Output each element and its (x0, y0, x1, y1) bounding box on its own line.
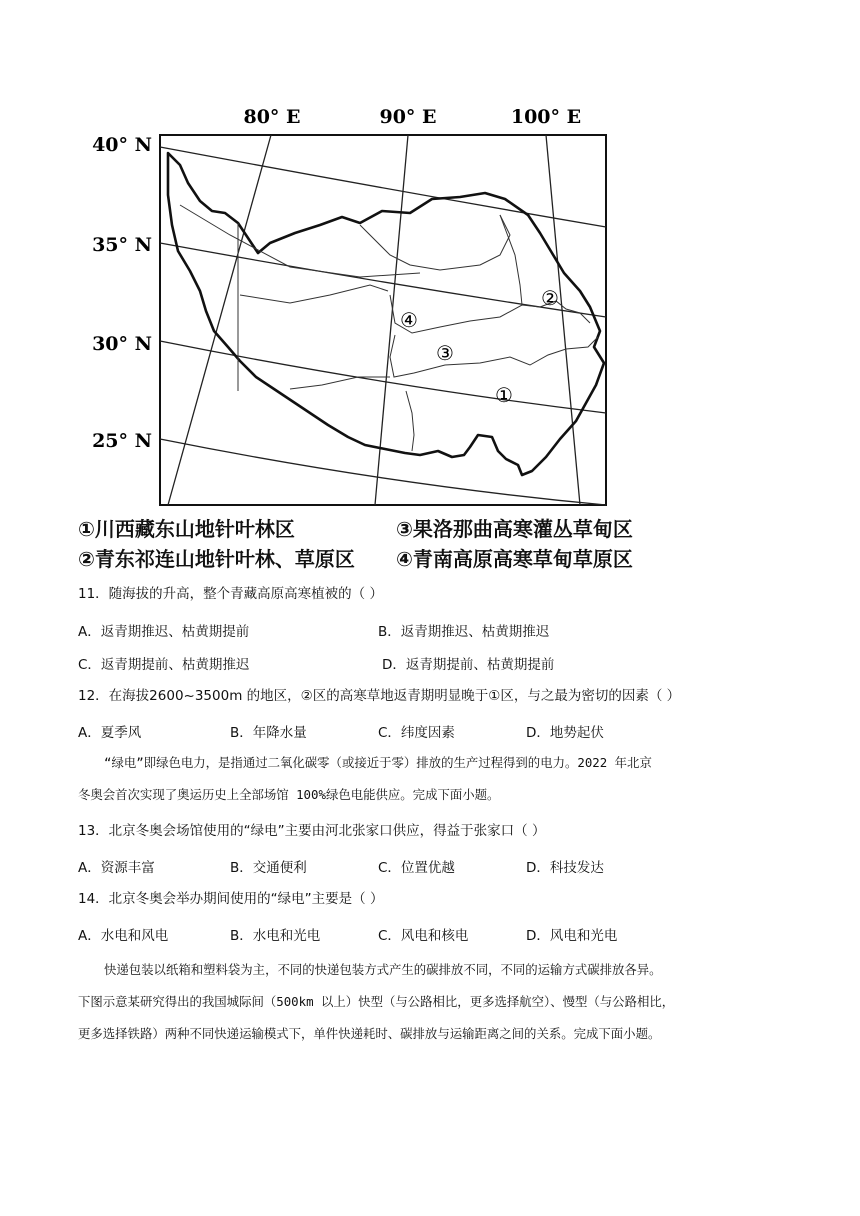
passage-line: 下图示意某研究得出的我国城际间（500km 以上）快型（与公路相比，更多选择航空）、慢型（与公路相比， (78, 994, 675, 1009)
map-legend (78, 514, 778, 574)
legend-item-1: ①川西藏东山地针叶林区 (78, 517, 295, 541)
question-11-stem: 11．随海拔的升高，整个青藏高原高寒植被的（ ） (78, 586, 383, 602)
question-12-option-c[interactable]: C．纬度因素 (378, 725, 455, 741)
region-boundary (406, 391, 414, 451)
plateau-outline (168, 153, 604, 475)
passage-line: 冬奥会首次实现了奥运历史上全部场馆 100%绿色电能供应。完成下面小题。 (78, 787, 500, 802)
lat-label-35n: 35° N (92, 234, 152, 256)
passage-line: 更多选择铁路）两种不同快递运输模式下，单件快递耗时、碳排放与运输距离之间的关系。完成下面小题。 (78, 1026, 661, 1041)
legend-item-3: ③果洛那曲高寒灌丛草甸区 (396, 517, 633, 541)
lon-label-90e: 90° E (379, 106, 437, 128)
region-marker-4: ④ (400, 308, 418, 332)
question-11-option-d[interactable]: D．返青期提前、枯黄期提前 (382, 657, 555, 673)
region-boundary (180, 205, 420, 277)
legend-row (78, 544, 778, 574)
question-12-option-d[interactable]: D．地势起伏 (526, 725, 604, 741)
region-boundary (390, 295, 590, 333)
question-11-option-b[interactable]: B．返青期推迟、枯黄期推迟 (378, 624, 550, 640)
question-14-stem: 14．北京冬奥会举办期间使用的“绿电”主要是（ ） (78, 891, 384, 907)
tibetan-plateau-vegetation-map (60, 95, 680, 520)
lat-label-30n: 30° N (92, 333, 152, 355)
region-boundary (360, 215, 510, 270)
question-12-option-a[interactable]: A．夏季风 (78, 725, 142, 741)
question-13-option-d[interactable]: D．科技发达 (526, 860, 604, 876)
question-14-option-a[interactable]: A．水电和风电 (78, 928, 169, 944)
question-12-option-b[interactable]: B．年降水量 (230, 725, 307, 741)
lat-label-40n: 40° N (92, 134, 152, 156)
region-boundary (240, 285, 388, 303)
region-marker-2: ② (541, 286, 559, 310)
region-marker-1: ① (495, 383, 513, 407)
parallel-35n (160, 243, 606, 317)
question-14-option-d[interactable]: D．风电和光电 (526, 928, 618, 944)
legend-item-4: ④青南高原高寒草甸草原区 (396, 547, 633, 571)
question-14-option-c[interactable]: C．风电和核电 (378, 928, 469, 944)
question-13-option-c[interactable]: C．位置优越 (378, 860, 455, 876)
question-13-stem: 13．北京冬奥会场馆使用的“绿电”主要由河北张家口供应，得益于张家口（ ） (78, 823, 546, 839)
meridian-80e (168, 135, 271, 505)
question-11-option-a[interactable]: A．返青期推迟、枯黄期提前 (78, 624, 250, 640)
map-svg (60, 95, 680, 520)
question-14-option-b[interactable]: B．水电和光电 (230, 928, 321, 944)
question-13-option-a[interactable]: A．资源丰富 (78, 860, 155, 876)
region-boundary (290, 377, 390, 389)
lon-label-80e: 80° E (243, 106, 301, 128)
question-13-option-b[interactable]: B．交通便利 (230, 860, 307, 876)
question-12-stem: 12．在海拔2600~3500m 的地区，②区的高寒草地返青期明显晚于①区，与之最为密切的因素（ ） (78, 688, 681, 704)
question-11-option-c[interactable]: C．返青期提前、枯黄期推迟 (78, 657, 250, 673)
lon-label-100e: 100° E (510, 106, 582, 128)
passage-express-packaging (78, 954, 788, 1050)
passage-line: 快递包装以纸箱和塑料袋为主，不同的快递包装方式产生的碳排放不同，不同的运输方式碳排放各异。 (104, 962, 662, 977)
passage-line: “绿电”即绿色电力，是指通过二氧化碳零（或接近于零）排放的生产过程得到的电力。2022 年北京 (104, 755, 652, 770)
lat-label-25n: 25° N (92, 430, 152, 452)
passage-green-power (78, 747, 788, 811)
region-marker-3: ③ (436, 341, 454, 365)
legend-item-2: ②青东祁连山地针叶林、草原区 (78, 547, 355, 571)
legend-row (78, 514, 778, 544)
region-boundary (500, 215, 522, 305)
